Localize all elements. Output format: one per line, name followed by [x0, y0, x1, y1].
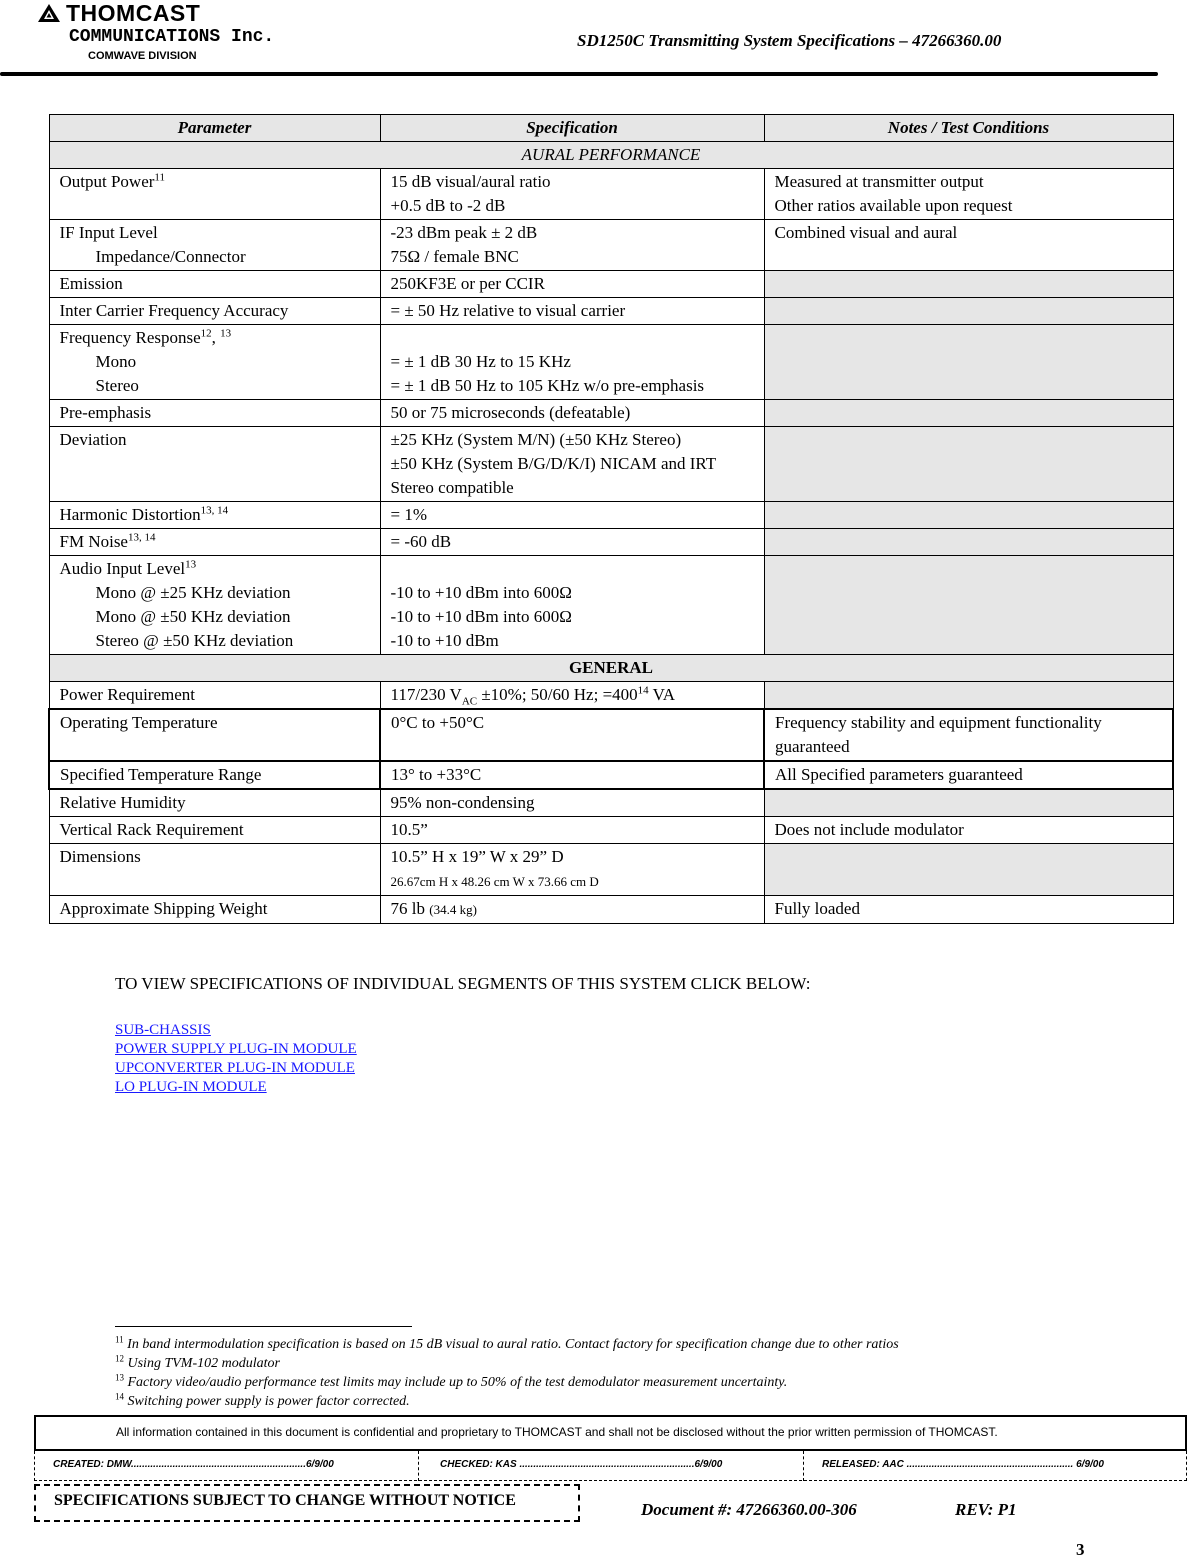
brand-division: COMWAVE DIVISION: [88, 50, 197, 62]
table-row: [49, 169, 1173, 220]
param-cell: Operating Temperature: [49, 709, 380, 761]
footnote: $^{12}$ Using TVM-102 modulator: [115, 1353, 280, 1371]
footnote: $^{11}$ In band intermodulation specification is based on 15 dB visual to aural ratio. Contact factory for specification change due to other ratios: [115, 1334, 899, 1352]
param-cell: Audio Input Level$^{13}$ Mono @ ±25 KHz deviation Mono @ ±50 KHz deviation Stereo @ ±50 KHz deviation: [49, 556, 380, 655]
signoff-divider: [418, 1451, 420, 1481]
section-aural-performance: AURAL PERFORMANCE: [49, 142, 1173, 169]
param-cell: Frequency Response$^{12}$, $^{13}$ Mono Stereo: [49, 325, 380, 400]
param-cell: Inter Carrier Frequency Accuracy: [49, 298, 380, 325]
link-power-supply-module[interactable]: POWER SUPPLY PLUG-IN MODULE: [115, 1041, 357, 1057]
param-cell: Dimensions: [49, 844, 380, 896]
table-row: [49, 789, 1173, 817]
table-row: [49, 427, 1173, 502]
checked-by: CHECKED: KAS ...............................................................6/9/00: [440, 1459, 723, 1470]
param-cell: FM Noise$^{13, 14}$: [49, 529, 380, 556]
table-row: [49, 400, 1173, 427]
notes-cell: Fully loaded: [764, 896, 1173, 924]
table-header-row: [49, 115, 1173, 142]
table-row: [49, 761, 1173, 789]
notes-cell: Measured at transmitter output Other ratios available upon request: [764, 169, 1173, 220]
param-cell: Power Requirement: [49, 682, 380, 710]
table-row: [49, 682, 1173, 710]
col-header-notes: Notes / Test Conditions: [764, 115, 1173, 142]
table-row: [49, 817, 1173, 844]
param-cell: Deviation: [49, 427, 380, 502]
spec-cell: 15 dB visual/aural ratio +0.5 dB to -2 dB: [380, 169, 764, 220]
table-row: [49, 298, 1173, 325]
brand-subtitle: COMMUNICATIONS Inc.: [69, 27, 275, 47]
spec-cell: 13° to +33°C: [380, 761, 764, 789]
spec-table: [48, 114, 1174, 924]
notes-cell: Frequency stability and equipment functionality guaranteed: [764, 709, 1173, 761]
signoff-divider: [803, 1451, 805, 1481]
table-row: [49, 271, 1173, 298]
param-cell: Approximate Shipping Weight: [49, 896, 380, 924]
header-divider: [0, 72, 1158, 76]
notes-cell: [764, 556, 1173, 655]
change-notice-box: [34, 1484, 580, 1522]
spec-cell: -10 to +10 dBm into 600Ω -10 to +10 dBm into 600Ω -10 to +10 dBm: [380, 556, 764, 655]
change-notice-text: SPECIFICATIONS SUBJECT TO CHANGE WITHOUT NOTICE: [54, 1492, 516, 1509]
released-by: RELEASED: AAC ............................................................ 6/9/00: [822, 1459, 1104, 1470]
notes-cell: All Specified parameters guaranteed: [764, 761, 1173, 789]
notes-cell: [764, 271, 1173, 298]
table-row: [49, 220, 1173, 271]
footnote: $^{13}$ Factory video/audio performance test limits may include up to 50% of the test demodulator measurement uncertainty.: [115, 1372, 788, 1390]
created-by: CREATED: DMW...............................................................6/9/00: [53, 1459, 334, 1470]
spec-cell: 50 or 75 microseconds (defeatable): [380, 400, 764, 427]
document-title: SD1250C Transmitting System Specifications – 47266360.00: [577, 31, 1002, 50]
notes-cell: [764, 400, 1173, 427]
col-header-parameter: Parameter: [49, 115, 380, 142]
param-cell: IF Input Level Impedance/Connector: [49, 220, 380, 271]
param-cell: Harmonic Distortion$^{13, 14}$: [49, 502, 380, 529]
signoff-row: [34, 1451, 1187, 1481]
page-header: [0, 0, 1191, 80]
param-cell: Output Power$^{11}$: [49, 169, 380, 220]
notes-cell: [764, 502, 1173, 529]
col-header-specification: Specification: [380, 115, 764, 142]
segment-links: [115, 1021, 357, 1097]
spec-cell: 117/230 $V_{AC} \pm 10\%$; 50/60 Hz; $=400^{14}$ VA: [380, 682, 764, 710]
param-cell: Pre-emphasis: [49, 400, 380, 427]
notes-cell: [764, 529, 1173, 556]
param-cell: Vertical Rack Requirement: [49, 817, 380, 844]
notes-cell: Does not include modulator: [764, 817, 1173, 844]
footnote-divider: [115, 1326, 412, 1327]
spec-cell: -23 dBm peak ± 2 dB 75Ω / female BNC: [380, 220, 764, 271]
link-sub-chassis[interactable]: SUB-CHASSIS: [115, 1022, 211, 1038]
table-row: [49, 844, 1173, 896]
spec-cell: 10.5”: [380, 817, 764, 844]
spec-cell: = ± 1 dB 30 Hz to 15 KHz = ± 1 dB 50 Hz to 105 KHz w/o pre-emphasis: [380, 325, 764, 400]
spec-cell: = -60 dB: [380, 529, 764, 556]
table-row: [49, 529, 1173, 556]
view-segments-instruction: TO VIEW SPECIFICATIONS OF INDIVIDUAL SEGMENTS OF THIS SYSTEM CLICK BELOW:: [115, 974, 811, 993]
thomcast-logo-icon: [38, 4, 60, 22]
page-number: 3: [1076, 1540, 1085, 1559]
document-number: Document #: 47266360.00-306: [641, 1500, 857, 1519]
notes-cell: Combined visual and aural: [764, 220, 1173, 271]
spec-cell: 95% non-condensing: [380, 789, 764, 817]
spec-cell: 10.5” H x 19” W x 29” D 26.67cm H x 48.26 cm W x 73.66 cm D: [380, 844, 764, 896]
table-row: [49, 502, 1173, 529]
table-row: [49, 709, 1173, 761]
table-row: [49, 896, 1173, 924]
spec-cell: ±25 KHz (System M/N) (±50 KHz Stereo) ±50 KHz (System B/G/D/K/I) NICAM and IRT Stereo compatible: [380, 427, 764, 502]
table-row: [49, 556, 1173, 655]
param-cell: Relative Humidity: [49, 789, 380, 817]
company-logo: [38, 0, 200, 27]
notes-cell: [764, 844, 1173, 896]
footnote: $^{14}$ Switching power supply is power factor corrected.: [115, 1391, 410, 1409]
spec-cell: 0°C to +50°C: [380, 709, 764, 761]
table-row: [49, 325, 1173, 400]
section-row: [49, 655, 1173, 682]
param-cell: Emission: [49, 271, 380, 298]
spec-cell: 76 lb (34.4 kg): [380, 896, 764, 924]
spec-cell: = 1%: [380, 502, 764, 529]
revision: REV: P1: [955, 1500, 1017, 1519]
notes-cell: [764, 298, 1173, 325]
param-cell: Specified Temperature Range: [49, 761, 380, 789]
spec-cell: 250KF3E or per CCIR: [380, 271, 764, 298]
notes-cell: [764, 789, 1173, 817]
notes-cell: [764, 682, 1173, 710]
notes-cell: [764, 325, 1173, 400]
confidentiality-text: All information contained in this document is confidential and proprietary to THOMCAST and shall not be disclosed without the prior written permission of THOMCAST.: [116, 1425, 998, 1439]
section-general: GENERAL: [49, 655, 1173, 682]
brand-name: THOMCAST: [66, 0, 201, 26]
link-upconverter-module[interactable]: UPCONVERTER PLUG-IN MODULE: [115, 1060, 355, 1076]
section-row: [49, 142, 1173, 169]
notes-cell: [764, 427, 1173, 502]
footnotes: [115, 1335, 899, 1411]
confidentiality-notice: [34, 1415, 1187, 1451]
link-lo-module[interactable]: LO PLUG-IN MODULE: [115, 1079, 267, 1095]
spec-cell: = ± 50 Hz relative to visual carrier: [380, 298, 764, 325]
